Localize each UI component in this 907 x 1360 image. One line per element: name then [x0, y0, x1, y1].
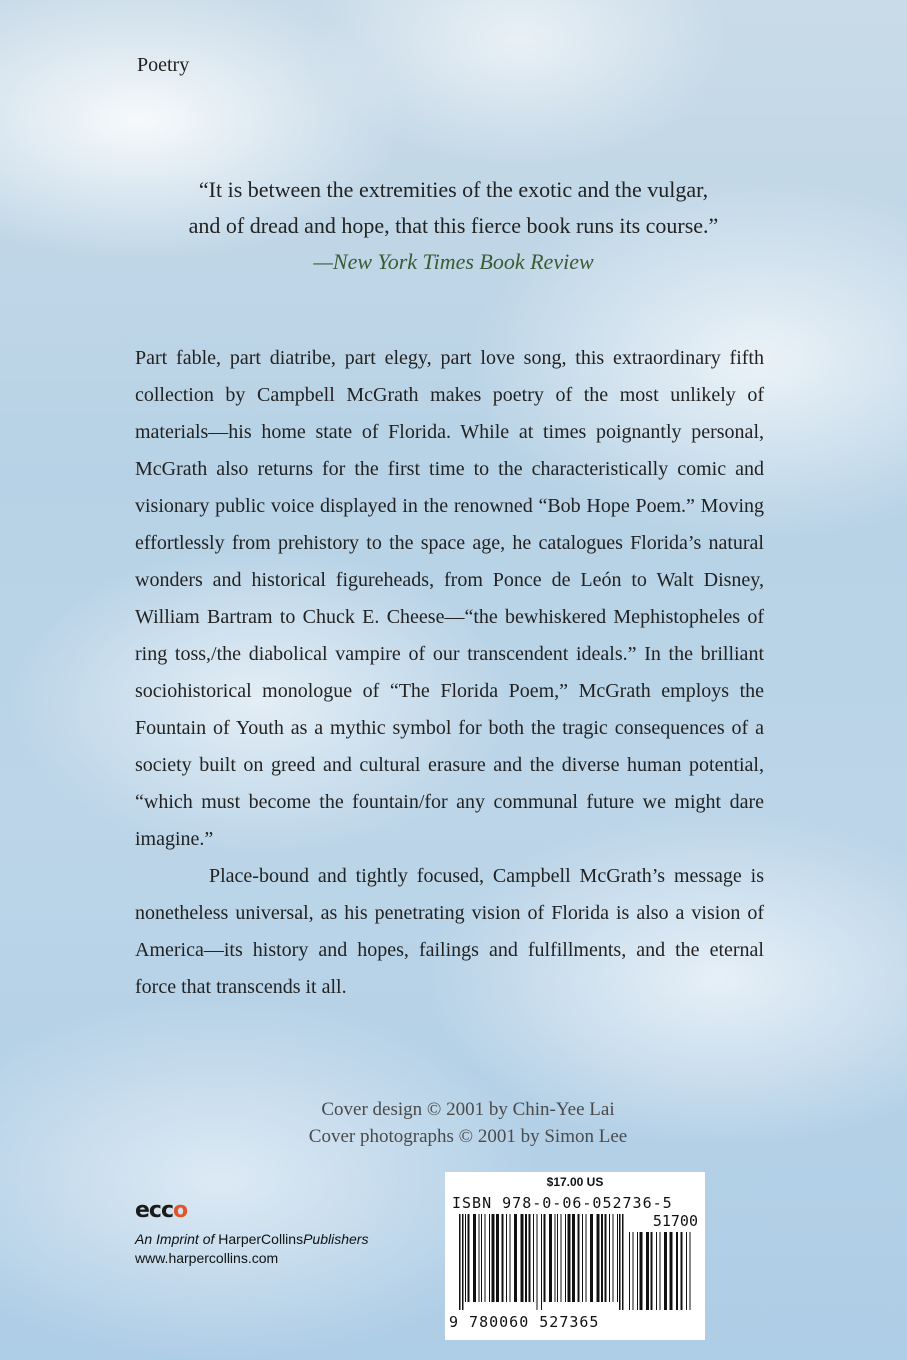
barcode-bar [637, 1232, 638, 1310]
barcode-bar [489, 1214, 490, 1302]
barcode-bars [451, 1214, 699, 1312]
publisher-imprint [135, 1230, 368, 1268]
barcode-bar [555, 1214, 556, 1302]
barcode-bar [601, 1214, 603, 1302]
barcode-bar [549, 1214, 552, 1302]
barcode-bar [582, 1214, 583, 1302]
price-label: $17.00 US [546, 1175, 604, 1189]
barcode-bar [496, 1214, 499, 1302]
imprint-suffix: Publishers [303, 1231, 369, 1247]
barcode-bar [561, 1214, 562, 1302]
barcode-bar [605, 1214, 607, 1302]
description-paragraph-1: Part fable, part diatribe, part elegy, part love song, this extraordinary fifth collection by Campbell McGrath makes poetry of the most unlikely of materials—his home state of Florida. While at times poignantly personal, McGrath also returns for the first time to the characteristically comic and visionary public voice displayed in the renowned “Bob Hope Poem.” Moving effortlessly from prehistory to the space age, he catalogues Florida’s natural wonders and historical figureheads, from Ponce de León to Walt Disney, William Bartram to Chuck E. Cheese—“the bewhiskered Mephistopheles of ring toss,/the diabolical vampire of our transcendent ideals.” In the brilliant sociohistorical monologue of “The Florida Poem,” McGrath employs the Fountain of Youth as a mythic symbol for both the tragic consequences of a society built on greed and cultural erasure and the diverse human potential, “which must become the fountain/for any communal future we might dare imagine.” [135, 347, 764, 850]
barcode-bar [633, 1232, 634, 1310]
barcode-bar [533, 1214, 534, 1302]
barcode-bar [660, 1232, 661, 1310]
barcode-bar [459, 1214, 461, 1310]
barcode-bar [622, 1214, 624, 1310]
quote-line-2: and of dread and hope, that this fierce book runs its course.” [188, 213, 719, 238]
barcode-bar [590, 1214, 593, 1302]
barcode-bar [492, 1214, 495, 1302]
barcode-bar [613, 1214, 614, 1302]
barcode-bar [521, 1214, 524, 1302]
barcode-bar [586, 1214, 587, 1302]
barcode-bar [468, 1214, 470, 1302]
cover-photo-credit: Cover photographs © 2001 by Simon Lee [308, 1126, 628, 1147]
barcode-bar [629, 1232, 630, 1310]
barcode-bar [578, 1214, 580, 1302]
price-addon-code: 51700 [652, 1212, 698, 1230]
logo-letters: ecc [135, 1198, 174, 1223]
barcode-bar [525, 1214, 527, 1302]
barcode-bar [681, 1232, 683, 1310]
barcode-bar [572, 1214, 575, 1302]
barcode-bar [670, 1232, 673, 1310]
barcode-bar [568, 1214, 571, 1302]
review-quote [100, 172, 807, 280]
barcode-bar [462, 1214, 464, 1310]
barcode-bar [686, 1232, 687, 1310]
barcode-bar [656, 1232, 657, 1310]
barcode-bar [479, 1214, 480, 1302]
ean-number: 9 780060 527365 [449, 1313, 600, 1331]
logo-accent-letter: o [173, 1198, 188, 1223]
ecco-logo [135, 1198, 187, 1223]
quote-attribution: —New York Times Book Review [313, 249, 594, 274]
description-paragraph-2: Place-bound and tightly focused, Campbell McGrath’s message is nonetheless universal, as his penetrating vision of Florida is also a vision of America—its history and hopes, failings and fulfillments, and the eternal force that transcends it all. [135, 865, 764, 998]
isbn-number: ISBN 978-0-06-052736-5 [452, 1194, 673, 1212]
barcode-bar [640, 1232, 643, 1310]
barcode-bar [537, 1214, 538, 1310]
barcode-bar [485, 1214, 486, 1302]
barcode-bar [502, 1214, 504, 1302]
cover-design-credit: Cover design © 2001 by Chin-Yee Lai [321, 1099, 615, 1120]
barcode-bar [617, 1214, 618, 1302]
barcode-bar [676, 1232, 678, 1310]
publisher-website: www.harpercollins.com [135, 1250, 279, 1266]
barcode-bar [690, 1232, 691, 1310]
barcode-label [445, 1172, 705, 1340]
barcode-bar [465, 1214, 466, 1302]
quote-line-1: “It is between the extremities of the exotic and the vulgar, [198, 177, 709, 202]
barcode-bar [473, 1214, 476, 1302]
barcode-bar [529, 1214, 531, 1302]
barcode-bar [510, 1214, 511, 1302]
barcode-bar [544, 1214, 546, 1302]
imprint-name: HarperCollins [218, 1231, 304, 1247]
barcode-bar [619, 1214, 621, 1310]
barcode-bar [481, 1214, 482, 1302]
barcode-bar [557, 1214, 558, 1302]
imprint-prefix: An Imprint of [135, 1231, 219, 1247]
barcode-bar [514, 1214, 517, 1302]
barcode-bar [646, 1232, 649, 1310]
barcode-bar [664, 1232, 667, 1310]
barcode-bar [597, 1214, 600, 1302]
barcode-bar [609, 1214, 610, 1302]
barcode-bar [541, 1214, 542, 1310]
barcode-bar [565, 1214, 566, 1302]
barcode-bar [506, 1214, 507, 1302]
cover-credits [200, 1096, 736, 1150]
barcode-bar [651, 1232, 653, 1310]
book-description [135, 340, 764, 1006]
genre-label: Poetry [137, 54, 190, 76]
